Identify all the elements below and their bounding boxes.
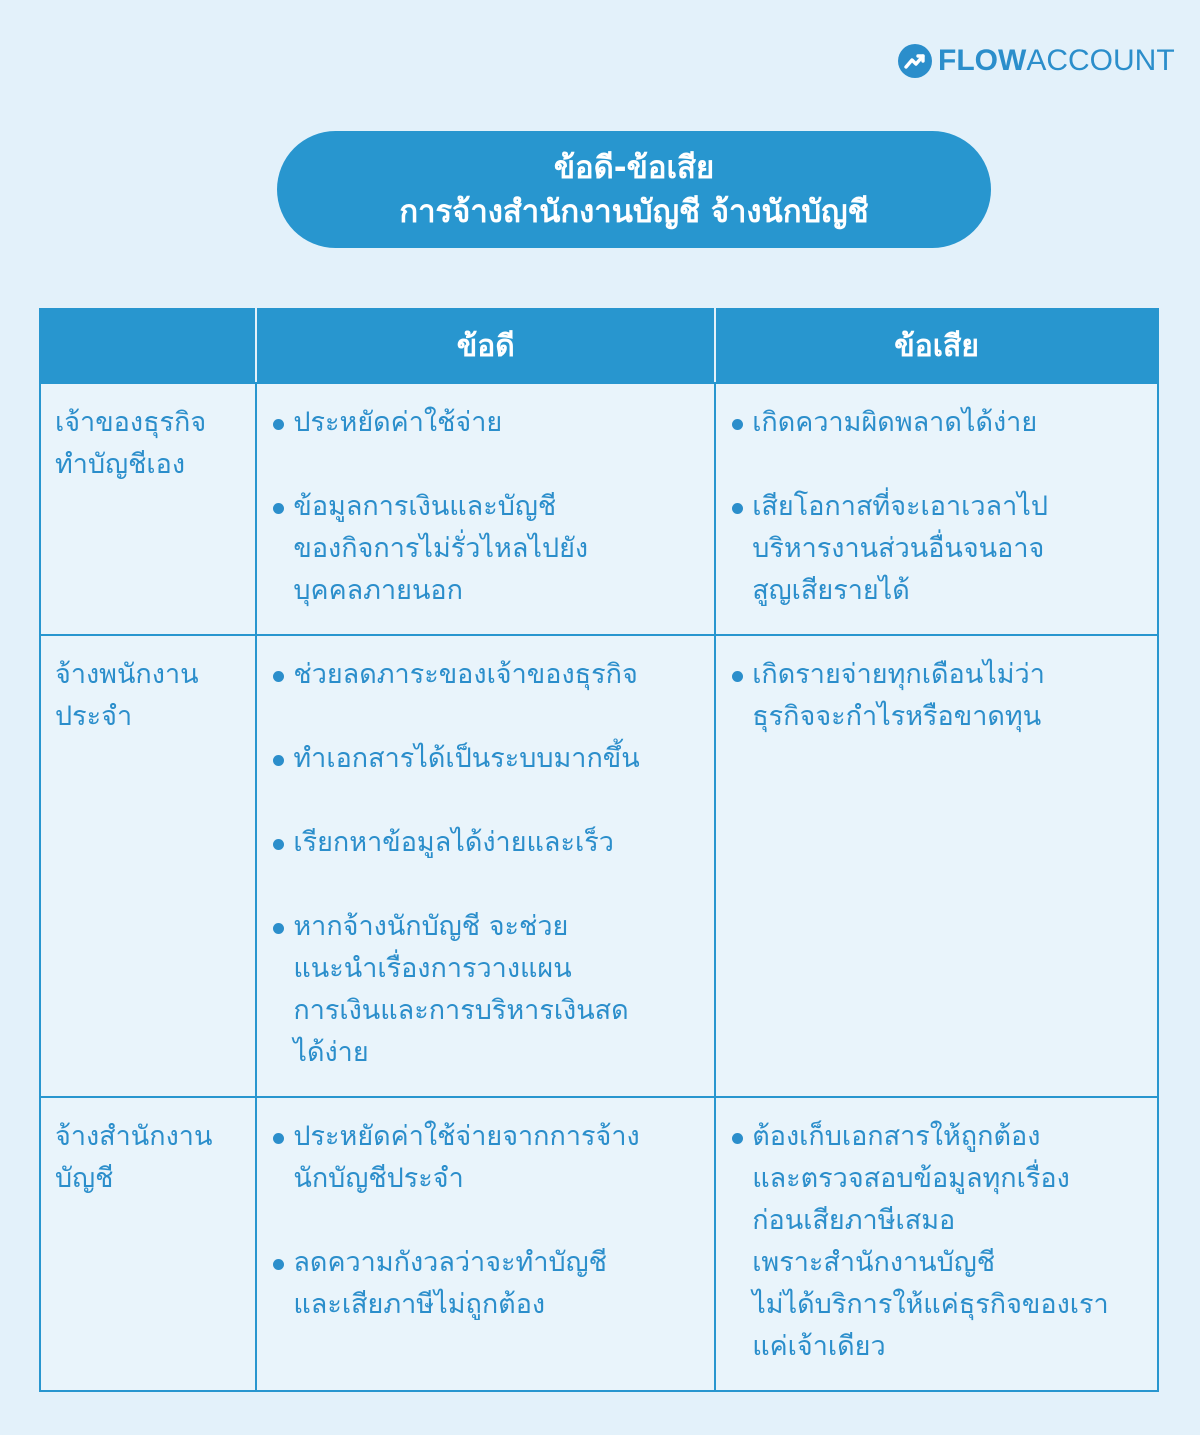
table-row bbox=[40, 1097, 1158, 1391]
bullet-item bbox=[730, 654, 1149, 738]
bullet-line: แค่เจ้าเดียว bbox=[752, 1331, 886, 1362]
table-body bbox=[40, 383, 1158, 1391]
header-pros: ข้อดี bbox=[256, 309, 715, 383]
bullet-line: บริหารงานส่วนอื่นจนอาจ bbox=[752, 533, 1045, 564]
row-label-line: ทำบัญชีเอง bbox=[55, 449, 186, 480]
bullet-line: บุคคลภายนอก bbox=[293, 575, 463, 606]
bullet-line: ช่วยลดภาระของเจ้าของธุรกิจ bbox=[293, 659, 638, 690]
pros-cell bbox=[256, 383, 715, 635]
bullet-line: หากจ้างนักบัญชี จะช่วย bbox=[293, 911, 569, 942]
cons-list bbox=[730, 1116, 1149, 1368]
row-label-cell bbox=[40, 635, 256, 1097]
bullet-line: ทำเอกสารได้เป็นระบบมากขึ้น bbox=[293, 743, 640, 774]
bullet-item bbox=[271, 486, 706, 612]
pros-cell bbox=[256, 1097, 715, 1391]
row-label-line: เจ้าของธุรกิจ bbox=[55, 407, 207, 438]
brand-name-bold: FLOW bbox=[938, 44, 1027, 77]
bullet-line: ไม่ได้บริการให้แค่ธุรกิจของเรา bbox=[752, 1289, 1109, 1320]
bullet-line: ลดความกังวลว่าจะทำบัญชี bbox=[293, 1247, 607, 1278]
table-row bbox=[40, 635, 1158, 1097]
bullet-item bbox=[271, 402, 706, 444]
bullet-item bbox=[271, 822, 706, 864]
bullet-line: เกิดความผิดพลาดได้ง่าย bbox=[752, 407, 1038, 438]
row-label-line: จ้างสำนักงาน bbox=[55, 1121, 213, 1152]
bullet-item bbox=[271, 738, 706, 780]
row-label-line: จ้างพนักงาน bbox=[55, 659, 199, 690]
cons-list bbox=[730, 402, 1149, 612]
cons-cell bbox=[715, 383, 1158, 635]
bullet-item bbox=[271, 906, 706, 1074]
trend-up-icon bbox=[898, 44, 932, 78]
bullet-line: แนะนำเรื่องการวางแผน bbox=[293, 953, 572, 984]
brand-logo bbox=[898, 44, 1175, 78]
comparison-table bbox=[39, 308, 1159, 1392]
bullet-line: สูญเสียรายได้ bbox=[752, 575, 910, 606]
bullet-item bbox=[271, 1242, 706, 1326]
header-cons: ข้อเสีย bbox=[715, 309, 1158, 383]
cons-cell bbox=[715, 635, 1158, 1097]
bullet-line: ของกิจการไม่รั่วไหลไปยัง bbox=[293, 533, 589, 564]
table-row bbox=[40, 383, 1158, 635]
bullet-line: และตรวจสอบข้อมูลทุกเรื่อง bbox=[752, 1163, 1070, 1194]
page-title-line-2: การจ้างสำนักงานบัญชี จ้างนักบัญชี bbox=[399, 193, 869, 230]
bullet-line: และเสียภาษีไม่ถูกต้อง bbox=[293, 1289, 546, 1320]
table-header-row bbox=[40, 309, 1158, 383]
bullet-item bbox=[271, 1116, 706, 1200]
row-label-line: ประจำ bbox=[55, 701, 133, 732]
header-blank-cell bbox=[40, 309, 256, 383]
bullet-line: ก่อนเสียภาษีเสมอ bbox=[752, 1205, 956, 1236]
bullet-line: ประหยัดค่าใช้จ่ายจากการจ้าง bbox=[293, 1121, 640, 1152]
bullet-item bbox=[730, 486, 1149, 612]
row-label-line: บัญชี bbox=[55, 1163, 114, 1194]
page-title-line-1: ข้อดี-ข้อเสีย bbox=[553, 149, 715, 186]
cons-cell bbox=[715, 1097, 1158, 1391]
row-label-cell bbox=[40, 1097, 256, 1391]
pros-list bbox=[271, 654, 706, 1074]
bullet-line: ประหยัดค่าใช้จ่าย bbox=[293, 407, 503, 438]
bullet-line: เสียโอกาสที่จะเอาเวลาไป bbox=[752, 491, 1048, 522]
bullet-line: การเงินและการบริหารเงินสด bbox=[293, 995, 629, 1026]
cons-list bbox=[730, 654, 1149, 738]
bullet-line: ข้อมูลการเงินและบัญชี bbox=[293, 491, 557, 522]
bullet-item bbox=[271, 654, 706, 696]
brand-name bbox=[938, 44, 1175, 78]
row-label-cell bbox=[40, 383, 256, 635]
pros-list bbox=[271, 1116, 706, 1326]
bullet-line: นักบัญชีประจำ bbox=[293, 1163, 464, 1194]
bullet-line: เรียกหาข้อมูลได้ง่ายและเร็ว bbox=[293, 827, 614, 858]
bullet-line: เพราะสำนักงานบัญชี bbox=[752, 1247, 996, 1278]
bullet-line: เกิดรายจ่ายทุกเดือนไม่ว่า bbox=[752, 659, 1045, 690]
pros-list bbox=[271, 402, 706, 612]
bullet-line: ธุรกิจจะกำไรหรือขาดทุน bbox=[752, 701, 1042, 732]
bullet-item bbox=[730, 402, 1149, 444]
brand-name-light: ACCOUNT bbox=[1026, 44, 1175, 77]
bullet-line: ต้องเก็บเอกสารให้ถูกต้อง bbox=[752, 1121, 1041, 1152]
page-title bbox=[277, 131, 991, 248]
bullet-item bbox=[730, 1116, 1149, 1368]
bullet-line: ได้ง่าย bbox=[293, 1037, 369, 1068]
pros-cell bbox=[256, 635, 715, 1097]
